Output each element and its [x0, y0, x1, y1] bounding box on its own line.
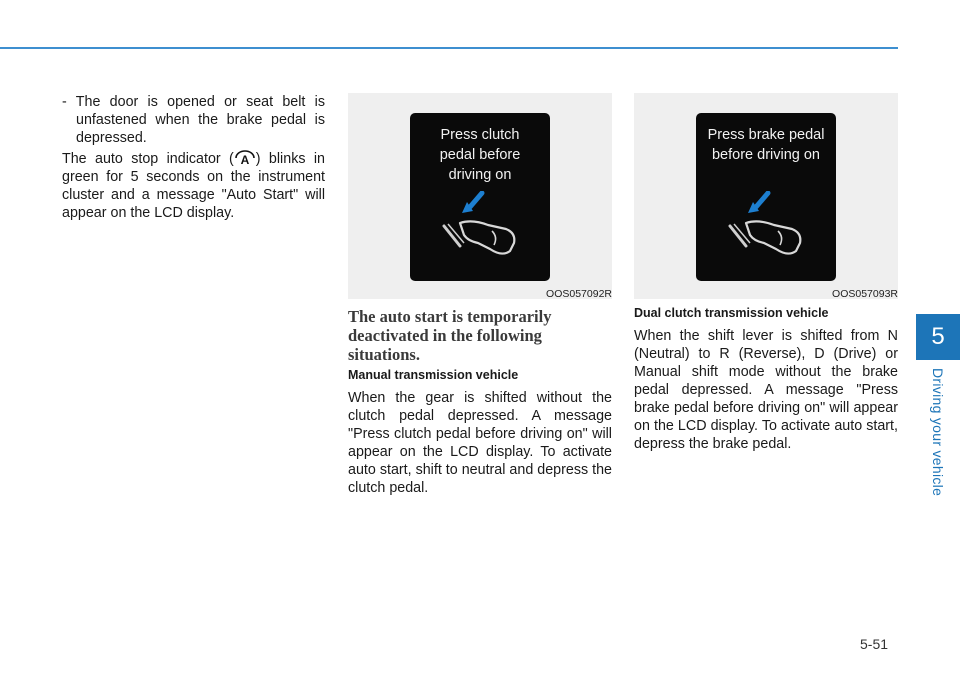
manual-subheading: Manual transmission vehicle	[348, 368, 519, 382]
auto-stop-paragraph	[62, 150, 325, 222]
lcd-display	[696, 113, 836, 281]
page-number: 5-51	[860, 636, 889, 652]
pedal-foot-icon	[442, 191, 522, 261]
clutch-message-figure	[348, 93, 612, 299]
lcd-line-1: Press clutch	[440, 127, 520, 143]
chapter-tab	[916, 314, 960, 360]
lcd-message	[696, 125, 836, 165]
lcd-line-1: Press brake pedal	[707, 127, 825, 143]
pedal-foot-icon	[728, 191, 808, 261]
para-text-after: ) blinks in green for 5 seconds on the instrument cluster and a message "Auto Start" will appear on the LCD display.	[62, 151, 325, 221]
dct-subheading: Dual clutch transmission vehicle	[634, 306, 829, 320]
chapter-title: Driving your vehicle	[930, 368, 946, 497]
header-rule	[0, 47, 898, 49]
lcd-line-3: driving on	[448, 167, 512, 183]
dct-body-text: When the shift lever is shifted from N (Neutral) to R (Reverse), D (Drive) or Manual shift mode without the brake pedal depressed. A message "Press brake pedal before driving on" will appear on the LCD display. To activate auto start, depress the brake pedal.	[634, 328, 898, 452]
left-column	[62, 93, 325, 222]
lcd-line-2: pedal before	[439, 147, 521, 163]
bullet-door-seatbelt: - The door is opened or seat belt is unfastened when the brake pedal is depressed.	[62, 94, 325, 146]
para-text-before: The auto stop indicator (	[62, 151, 234, 167]
figure-caption-right: OOS057093R	[832, 288, 898, 300]
lcd-message	[410, 125, 550, 185]
manual-body	[348, 389, 612, 497]
auto-stop-indicator-icon	[234, 150, 256, 165]
brake-message-figure	[634, 93, 898, 299]
lcd-line-2: before driving on	[711, 147, 820, 163]
chapter-number: 5	[931, 323, 945, 350]
dct-body	[634, 327, 898, 453]
figure-caption-left: OOS057092R	[546, 288, 612, 300]
svg-text:A: A	[240, 153, 250, 165]
manual-body-text: When the gear is shifted without the clutch pedal depressed. A message "Press clutch pedal before driving on" will appear on the LCD display. To activate auto start, shift to neutral and depress the clutch pedal.	[348, 390, 612, 496]
lcd-display	[410, 113, 550, 281]
section-heading: The auto start is temporarily deactivated in the following situations.	[348, 307, 552, 364]
